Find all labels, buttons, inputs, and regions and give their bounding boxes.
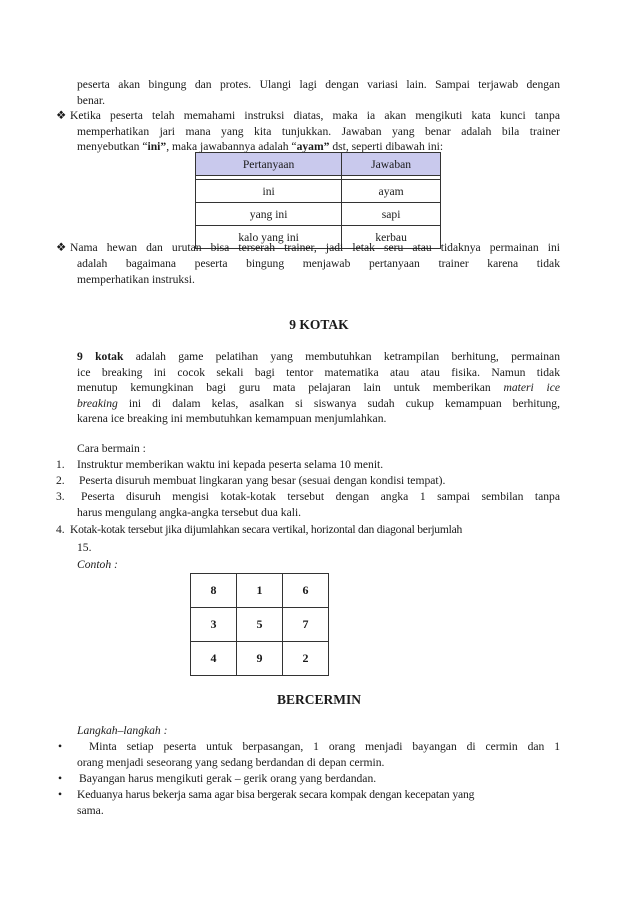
bercermin-item-line-1: Keduanya harus bekerja sama agar bisa bergerak secara kompak dengan kecepatan yang: [77, 788, 475, 801]
grid-cell: 7: [283, 608, 329, 642]
section-title-9-kotak: 9 KOTAK: [289, 317, 349, 332]
diamond-bullet-icon: ❖: [56, 109, 67, 122]
step-number: 2.: [56, 474, 65, 487]
step-text-continued: harus mengulang angka-angka tersebut dua kali.: [77, 506, 302, 519]
table-row: [196, 180, 441, 203]
bullet-dot-icon: •: [58, 772, 63, 785]
cara-bermain-label: Cara bermain :: [77, 442, 146, 455]
qa-cell-answer: kerbau: [342, 226, 441, 249]
grid-cell: 8: [191, 574, 237, 608]
kotak-para-line-4-a: breaking: [77, 397, 118, 410]
qa-cell-question: kalo yang ini: [196, 226, 342, 249]
step-text: Peserta disuruh mengisi kotak-kotak tersebut dengan angka 1 sampai sembilan tanpa: [81, 490, 560, 503]
langkah-label: Langkah–langkah :: [77, 724, 168, 737]
grid-cell: 2: [283, 642, 329, 676]
bullet1-line-3-a: menyebutkan “: [77, 140, 148, 153]
bercermin-item-line-2: orang menjadi seseorang yang sedang berdandan di depan cermin.: [77, 756, 385, 769]
kotak-para-line-3-a: menutup kemungkinan bagi guru mata pelajaran lain untuk memberikan: [77, 381, 504, 394]
qa-header-question: Pertanyaan: [196, 153, 342, 176]
qa-cell-answer: ayam: [342, 180, 441, 203]
qa-header-row: [196, 153, 441, 176]
keyword-ayam: ayam”: [296, 140, 330, 153]
grid-row: [191, 608, 329, 642]
step-text: Peserta disuruh membuat lingkaran yang besar (sesuai dengan kondisi tempat).: [79, 474, 446, 487]
keyword-ini: ini”: [147, 140, 167, 153]
intro-line-1: peserta akan bingung dan protes. Ulangi lagi dengan variasi lain. Sampai terjawab dengan: [77, 78, 560, 91]
kotak-para-line-4: [77, 396, 560, 411]
grid-cell: 1: [237, 574, 283, 608]
qa-cell-question: ini: [196, 180, 342, 203]
kotak-para-line-2: ice breaking ini cocok sekali bagi tentor matematika atau atau fisika. Namun tidak: [77, 366, 560, 379]
magic-square-grid: [190, 573, 329, 676]
bullet-dot-icon: •: [58, 788, 63, 801]
step-text: Kotak-kotak tersebut jika dijumlahkan secara vertikal, horizontal dan diagonal berjumlah: [70, 523, 463, 536]
bullet2-line-2: adalah bagaimana peserta bingung menjawab pertanyaan trainer karena tidak: [77, 257, 560, 270]
step-number: 1.: [56, 458, 65, 471]
bullet2-line-3: memperhatikan instruksi.: [77, 273, 195, 286]
kotak-para-line-3: [77, 380, 560, 395]
grid-row: [191, 642, 329, 676]
diamond-bullet-icon: ❖: [56, 241, 67, 254]
step-number: 4.: [56, 523, 65, 536]
kotak-para-line-3-b: materi ice: [503, 381, 560, 394]
step-text-continued: 15.: [77, 541, 92, 554]
kotak-para-line-5: karena ice breaking ini membutuhkan kemampuan menjumlahkan.: [77, 412, 387, 425]
qa-cell-question: yang ini: [196, 203, 342, 226]
kotak-para-bold: 9 kotak: [77, 350, 124, 363]
bullet1-line-3-e: dst, seperti dibawah ini:: [329, 140, 444, 153]
qa-cell-answer: sapi: [342, 203, 441, 226]
qa-table: [195, 152, 441, 249]
kotak-para-line-1: [77, 349, 560, 364]
grid-cell: 5: [237, 608, 283, 642]
grid-cell: 9: [237, 642, 283, 676]
grid-cell: 6: [283, 574, 329, 608]
bullet1-line-2: memperhatikan jari mana yang kita tunjukkan. Jawaban yang benar adalah bila trainer: [77, 125, 560, 138]
step-text: Instruktur memberikan waktu ini kepada peserta selama 10 menit.: [77, 458, 384, 471]
bercermin-item-line-1: Minta setiap peserta untuk berpasangan, 1 orang menjadi bayangan di cermin dan 1: [89, 740, 560, 753]
bullet2-line-1: Nama hewan dan urutan bisa terserah trainer, jadi letak seru atau tidaknya permainan ini: [70, 241, 560, 254]
bercermin-item-line-2: sama.: [77, 804, 104, 817]
bullet1-line-1: Ketika peserta telah memahami instruksi diatas, maka ia akan mengikuti kata kunci tanpa: [70, 109, 560, 122]
grid-cell: 3: [191, 608, 237, 642]
table-row: [196, 203, 441, 226]
grid-cell: 4: [191, 642, 237, 676]
qa-header-answer: Jawaban: [342, 153, 441, 176]
intro-line-2: benar.: [77, 94, 106, 107]
bullet1-line-3-c: , maka jawabannya adalah “: [166, 140, 297, 153]
section-title-bercermin: BERCERMIN: [276, 692, 361, 707]
step-number: 3.: [56, 490, 65, 503]
grid-row: [191, 574, 329, 608]
bullet-dot-icon: •: [58, 740, 63, 753]
bercermin-item-line-1: Bayangan harus mengikuti gerak – gerik orang yang berdandan.: [79, 772, 377, 785]
contoh-label: Contoh :: [77, 558, 118, 571]
kotak-para-line-1-text: adalah game pelatihan yang membutuhkan ketrampilan berhitung, permainan: [123, 350, 561, 363]
kotak-para-line-4-b: ini di dalam kelas, asalkan si siswanya sudah cukup kemampuan berhitung,: [117, 397, 560, 410]
